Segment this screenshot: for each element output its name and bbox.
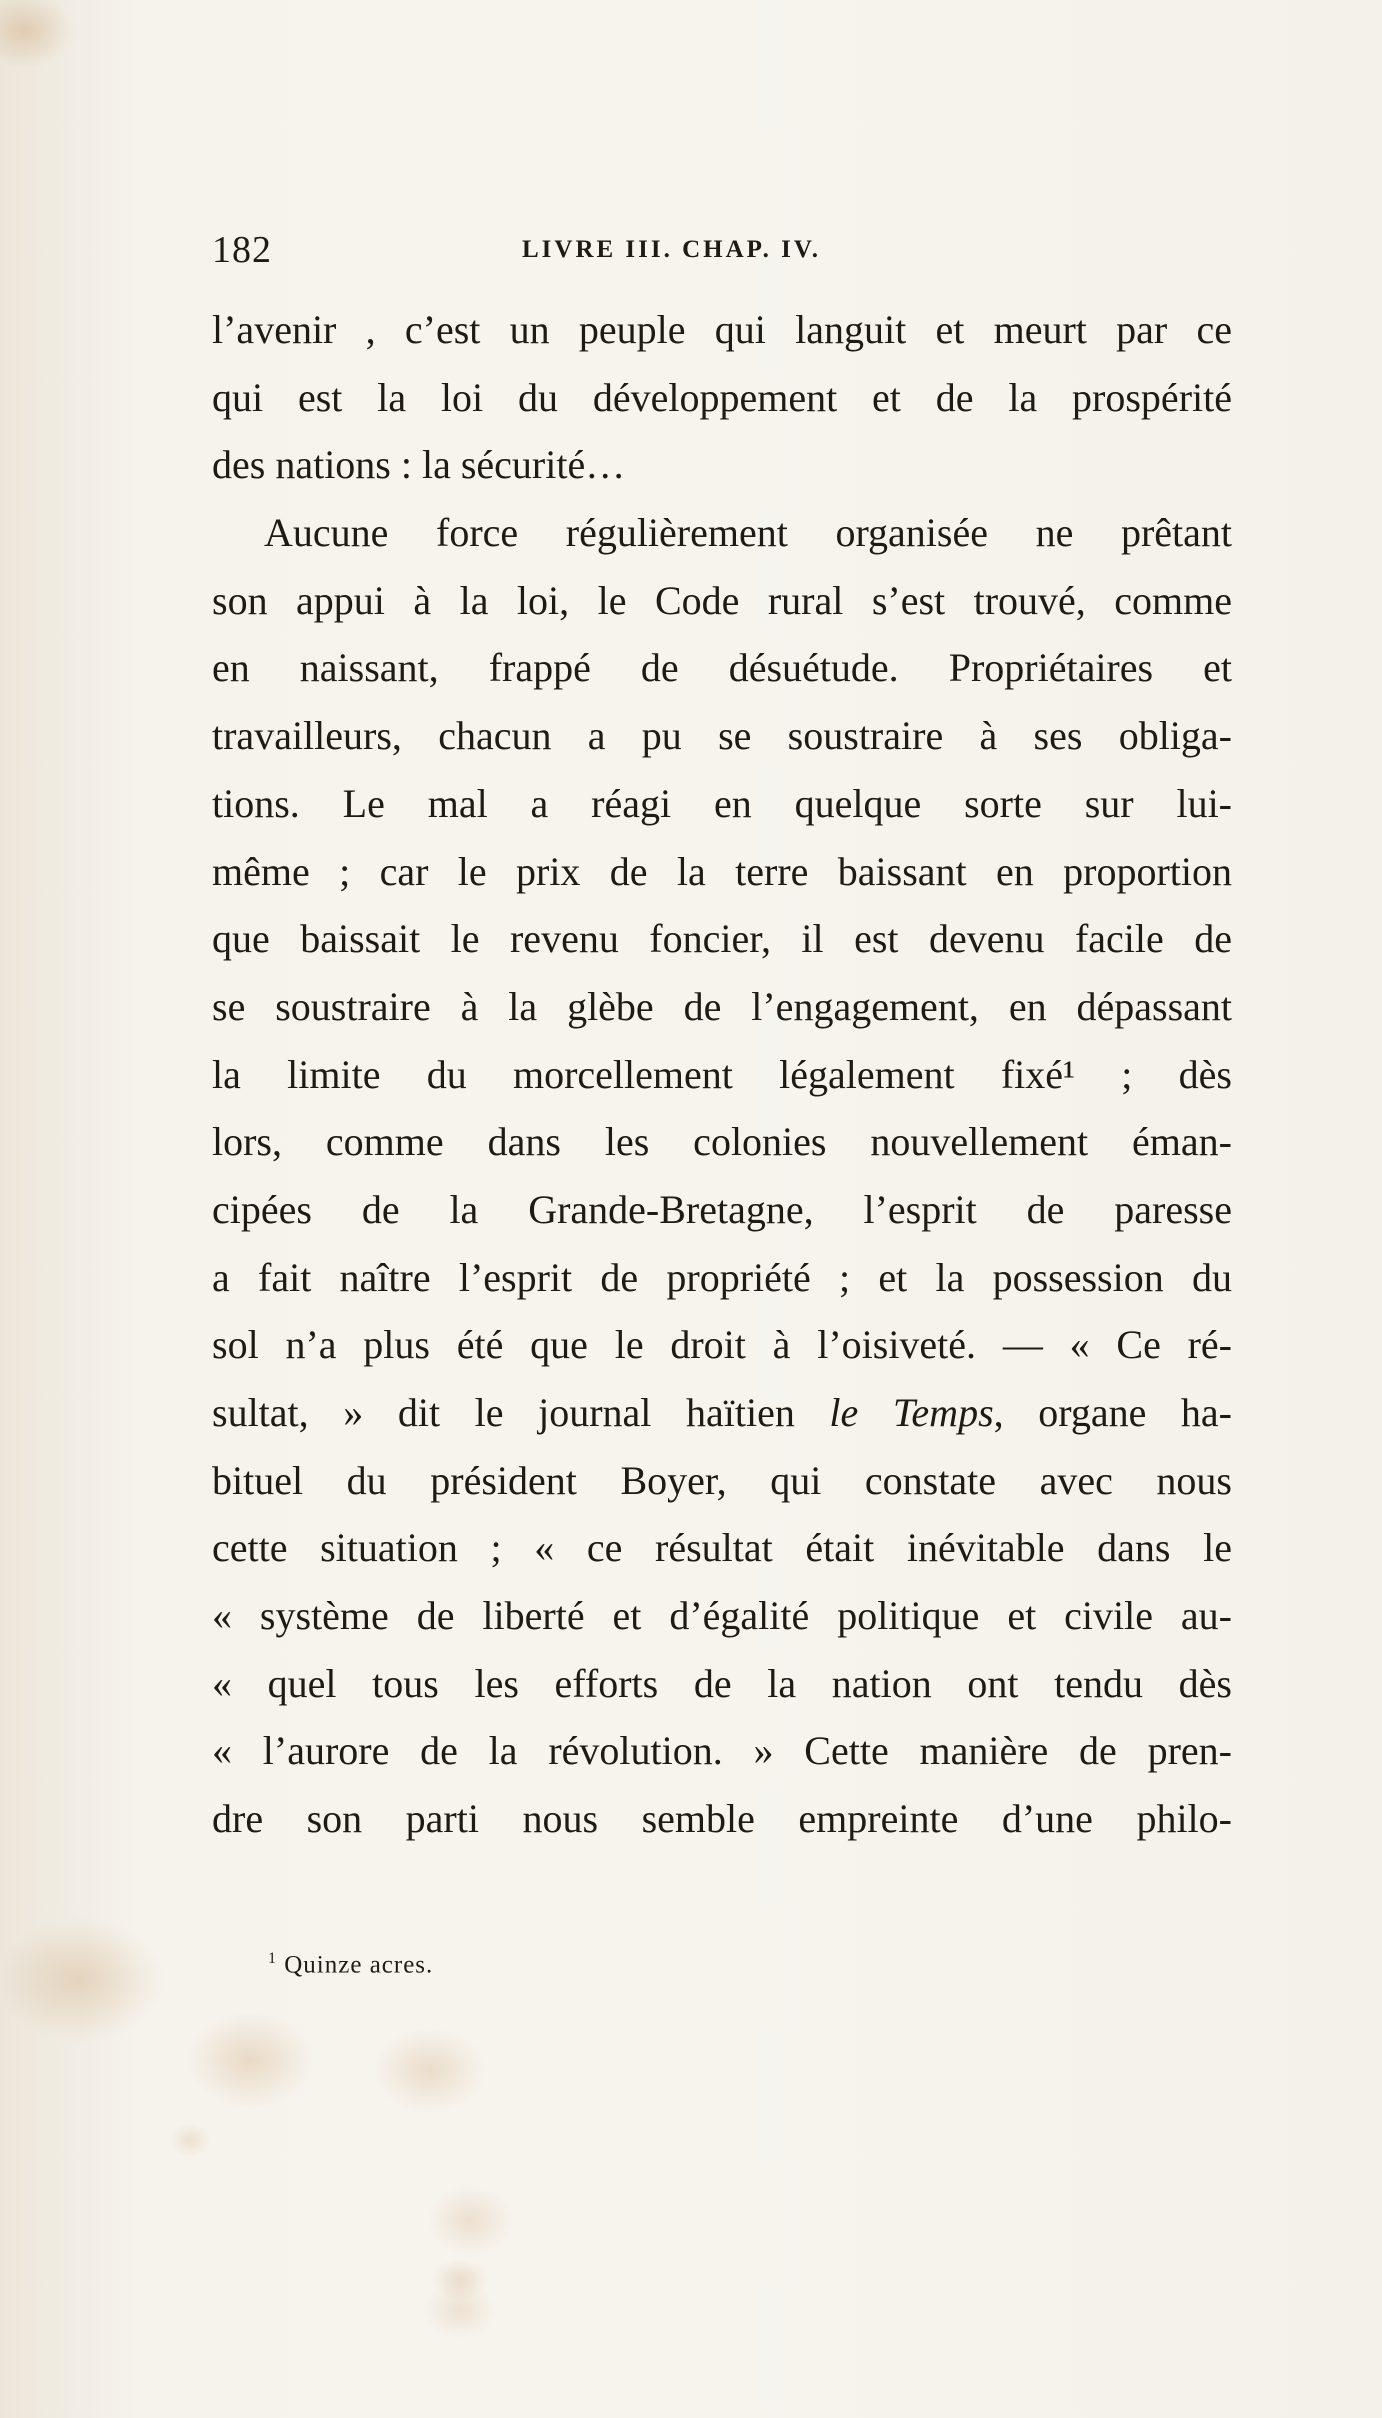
text-line: sol n’a plus été que le droit à l’oisiveté. — « Ce ré- xyxy=(212,1322,1232,1368)
text-line: cette situation ; « ce résultat était inévitable dans le xyxy=(212,1525,1232,1571)
text-line: dre son parti nous semble empreinte d’une philo- xyxy=(212,1796,1232,1842)
text-line: se soustraire à la glèbe de l’engagement, en dépassant xyxy=(212,983,1232,1029)
text-line: sultat, » dit le journal haïtien le Temps, organe ha- xyxy=(212,1390,1232,1435)
footnote-text: Quinze acres. xyxy=(284,1951,434,1979)
text-line: « système de liberté et d’égalité politique et civile au- xyxy=(212,1593,1232,1639)
text-line: que baissait le revenu foncier, il est devenu facile de xyxy=(212,916,1232,962)
footnote xyxy=(268,1950,433,1979)
text-line: en naissant, frappé de désuétude. Propriétaires et xyxy=(212,645,1232,691)
text-line: travailleurs, chacun a pu se soustraire à ses obliga- xyxy=(212,713,1232,759)
text-line: tions. Le mal a réagi en quelque sorte sur lui- xyxy=(212,780,1232,826)
text-line: son appui à la loi, le Code rural s’est trouvé, comme xyxy=(212,577,1232,623)
text-line: lors, comme dans les colonies nouvellement éman- xyxy=(212,1119,1232,1165)
text-line: « quel tous les efforts de la nation ont tendu dès xyxy=(212,1660,1232,1706)
text-line: même ; car le prix de la terre baissant en proportion xyxy=(212,848,1232,894)
page-number: 182 xyxy=(212,229,272,271)
footnote-marker: 1 xyxy=(268,1950,277,1967)
text-line: bituel du président Boyer, qui constate avec nous xyxy=(212,1457,1232,1503)
text-line: l’avenir , c’est un peuple qui languit et meurt par ce xyxy=(212,307,1232,352)
text-line: a fait naître l’esprit de propriété ; et la possession du xyxy=(212,1254,1232,1300)
text-line: des nations : la sécurité… xyxy=(212,442,626,488)
text-line: la limite du morcellement légalement fixé¹ ; dès xyxy=(212,1051,1232,1097)
text-line: Aucune force régulièrement organisée ne prêtant xyxy=(264,510,1232,556)
journal-title: le Temps xyxy=(829,1390,994,1435)
text-line: « l’aurore de la révolution. » Cette manière de pren- xyxy=(212,1728,1232,1774)
running-head: LIVRE III. CHAP. IV. xyxy=(522,236,821,263)
page-header xyxy=(212,228,1232,280)
text-line: cipées de la Grande-Bretagne, l’esprit de paresse xyxy=(212,1186,1232,1232)
body-text xyxy=(212,296,1232,1853)
text-line: qui est la loi du développement et de la prospérité xyxy=(212,374,1232,420)
